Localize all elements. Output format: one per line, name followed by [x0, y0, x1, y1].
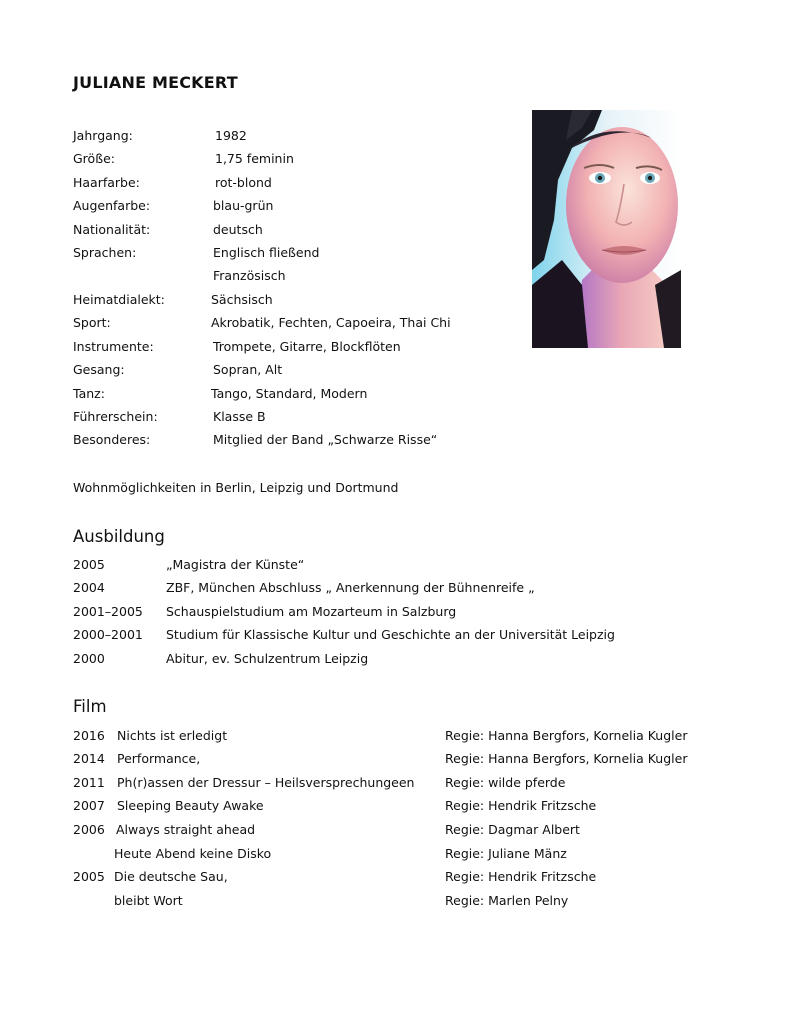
profile-value: Akrobatik, Fechten, Capoeira, Thai Chi [211, 315, 451, 330]
education-text: ZBF, München Abschluss „ Anerkennung der Bühnenreife „ [166, 580, 535, 595]
profile-value: Sächsisch [211, 292, 273, 307]
residence-note: Wohnmöglichkeiten in Berlin, Leipzig und Dortmund [73, 480, 399, 495]
film-year: 2014 [73, 751, 105, 766]
profile-value: 1982 [215, 128, 247, 143]
profile-label: Größe: [73, 151, 115, 166]
education-year: 2000–2001 [73, 627, 143, 642]
profile-label: Jahrgang: [73, 128, 133, 143]
film-director: Regie: Hanna Bergfors, Kornelia Kugler [445, 728, 688, 743]
film-title: Sleeping Beauty Awake [117, 798, 264, 813]
profile-value: rot-blond [215, 175, 272, 190]
profile-label: Nationalität: [73, 222, 151, 237]
film-year: 2007 [73, 798, 105, 813]
headshot-photo [532, 110, 681, 348]
profile-label: Besonderes: [73, 432, 151, 447]
film-director: Regie: Marlen Pelny [445, 893, 569, 908]
education-text: „Magistra der Künste“ [166, 557, 305, 572]
headshot-illustration [532, 110, 681, 348]
profile-value: 1,75 feminin [215, 151, 294, 166]
profile-value: Französisch [213, 268, 286, 283]
profile-value: Trompete, Gitarre, Blockflöten [213, 339, 401, 354]
profile-label: Gesang: [73, 362, 125, 377]
profile-label: Instrumente: [73, 339, 154, 354]
profile-value: Tango, Standard, Modern [211, 386, 368, 401]
profile-label: Augenfarbe: [73, 198, 151, 213]
profile-value: Sopran, Alt [213, 362, 283, 377]
film-year: 2006 [73, 822, 105, 837]
film-title: Always straight ahead [116, 822, 256, 837]
film-title: bleibt Wort [114, 893, 183, 908]
profile-label: Haarfarbe: [73, 175, 140, 190]
film-director: Regie: wilde pferde [445, 775, 566, 790]
film-title: Heute Abend keine Disko [114, 846, 272, 861]
education-text: Studium für Klassische Kultur und Geschichte an der Universität Leipzig [166, 627, 615, 642]
film-director: Regie: Hendrik Fritzsche [445, 869, 597, 884]
profile-label: Sprachen: [73, 245, 137, 260]
film-year: 2005 [73, 869, 105, 884]
film-heading: Film [73, 697, 107, 716]
education-year: 2005 [73, 557, 105, 572]
film-title: Nichts ist erledigt [117, 728, 228, 743]
profile-value: Klasse B [213, 409, 266, 424]
film-title: Ph(r)assen der Dressur – Heilsversprechungeen [117, 775, 415, 790]
education-heading: Ausbildung [73, 527, 165, 546]
film-director: Regie: Hanna Bergfors, Kornelia Kugler [445, 751, 688, 766]
film-title: Performance, [117, 751, 201, 766]
profile-value: Englisch fließend [213, 245, 320, 260]
education-year: 2004 [73, 580, 105, 595]
education-year: 2000 [73, 651, 105, 666]
profile-label: Heimatdialekt: [73, 292, 165, 307]
education-text: Schauspielstudium am Mozarteum in Salzburg [166, 604, 457, 619]
film-director: Regie: Hendrik Fritzsche [445, 798, 597, 813]
education-text: Abitur, ev. Schulzentrum Leipzig [166, 651, 369, 666]
profile-label: Führerschein: [73, 409, 158, 424]
education-year: 2001–2005 [73, 604, 143, 619]
film-title: Die deutsche Sau, [114, 869, 228, 884]
profile-value: deutsch [213, 222, 263, 237]
cv-name: JULIANE MECKERT [73, 73, 238, 92]
film-year: 2011 [73, 775, 105, 790]
profile-value: blau-grün [213, 198, 274, 213]
film-director: Regie: Juliane Mänz [445, 846, 567, 861]
film-director: Regie: Dagmar Albert [445, 822, 580, 837]
profile-value: Mitglied der Band „Schwarze Risse“ [213, 432, 438, 447]
profile-label: Sport: [73, 315, 111, 330]
profile-label: Tanz: [73, 386, 105, 401]
film-year: 2016 [73, 728, 105, 743]
